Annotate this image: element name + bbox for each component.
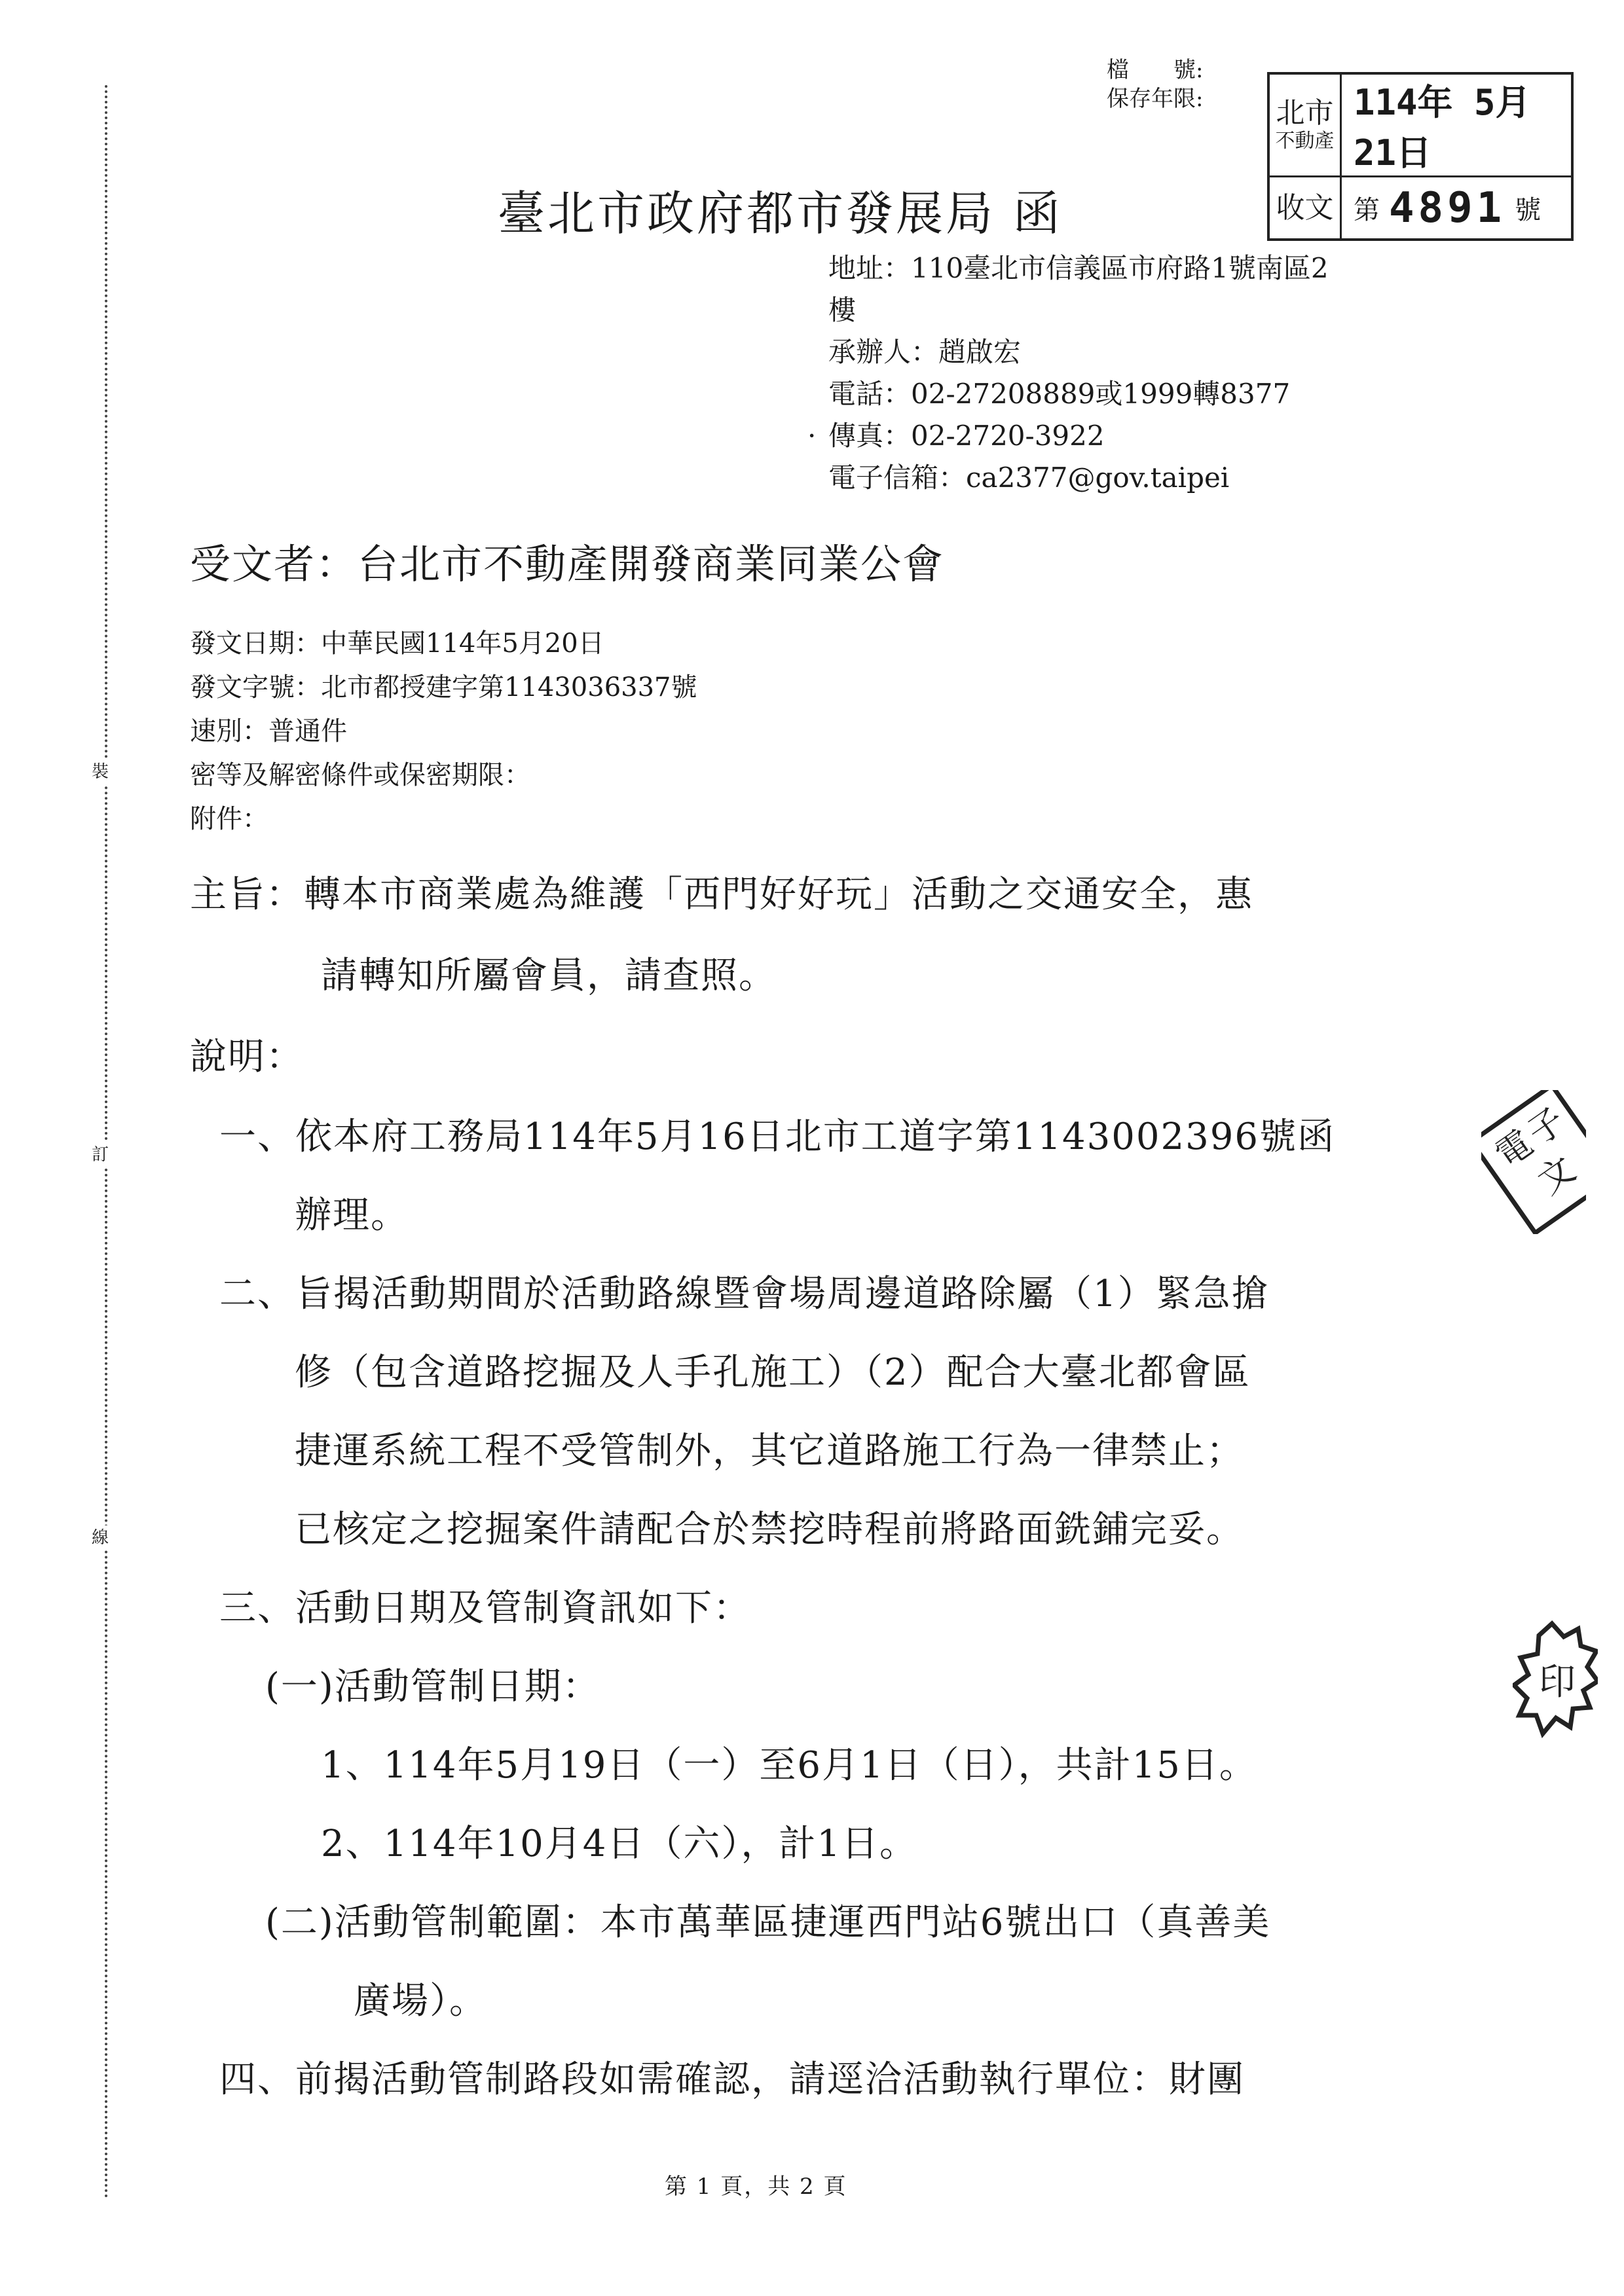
contact-info <box>807 247 1418 499</box>
receipt-seq-number: 4891 <box>1389 183 1506 232</box>
binding-char-xian: 線 <box>92 1525 109 1550</box>
page-number: 第 1 頁，共 2 頁 <box>665 2174 847 2200</box>
secrecy: 密等及解密條件或保密期限： <box>190 760 530 790</box>
receipt-date <box>1342 75 1571 177</box>
edoc-char-3: 文 <box>1530 1148 1583 1203</box>
contact-phone: 電話：02-27208889或1999轉8377 <box>828 378 1291 410</box>
receipt-org-line1: 北市 <box>1276 96 1334 130</box>
item2-line1: 二、旨揭活動期間於活動路線暨會場周邊道路除屬（1）緊急搶 <box>219 1273 1270 1315</box>
receipt-seq-suffix: 號 <box>1515 195 1541 225</box>
item2-line3: 捷運系統工程不受管制外，其它道路施工行為一律禁止； <box>295 1430 1244 1472</box>
retention-label: 保存年限: <box>1107 86 1204 112</box>
contact-fax: 傳真：02-2720-3922 <box>828 420 1105 452</box>
issue-date: 發文日期：中華民國114年5月20日 <box>190 629 604 659</box>
receipt-label: 收文 <box>1276 191 1334 225</box>
receipt-org-line2: 不動產 <box>1275 130 1335 153</box>
explanation-heading: 說明： <box>190 1036 304 1078</box>
item1-line2: 辦理。 <box>295 1194 409 1237</box>
item2-line4: 已核定之挖掘案件請配合於禁挖時程前將路面銑鋪完妥。 <box>295 1508 1244 1551</box>
contact-fax-row <box>807 415 1418 457</box>
item3-sub1-b: 2、114年10月4日（六），計1日。 <box>321 1823 918 1865</box>
binding-char-zhuang: 裝 <box>92 759 109 784</box>
item3-sub2-line1: (二)活動管制範圍：本市萬華區捷運西門站6號出口（真善美 <box>265 1901 1271 1944</box>
receipt-seq-prefix: 第 <box>1354 195 1380 225</box>
addressee: 受文者：台北市不動產開發商業同業公會 <box>190 540 945 588</box>
receipt-stamp-label-cell <box>1270 177 1342 238</box>
speed: 速別：普通件 <box>190 716 347 746</box>
binding-char-ding: 訂 <box>92 1142 109 1167</box>
item3-sub2-line2: 廣場）。 <box>354 1980 487 2022</box>
item3-line1: 三、活動日期及管制資訊如下： <box>219 1587 751 1630</box>
edoc-char-1: 電 <box>1487 1121 1541 1176</box>
doc-number: 發文字號：北市都授建字第1143036337號 <box>190 672 697 702</box>
contact-address-line1: 地址：110臺北市信義區市府路1號南區2 <box>828 252 1329 284</box>
contact-email: 電子信箱：ca2377@gov.taipei <box>828 462 1230 494</box>
receipt-sequence <box>1342 177 1571 238</box>
item2-line2: 修（包含道路挖掘及人手孔施工）（2）配合大臺北都會區 <box>295 1351 1251 1394</box>
receipt-date-text: 114年 5月21日 <box>1354 82 1531 173</box>
contact-address-line2: 樓 <box>828 294 857 326</box>
document-meta <box>190 622 697 841</box>
file-number-label: 檔 號: <box>1107 57 1204 83</box>
stray-dot: · <box>807 420 817 452</box>
file-info <box>1107 56 1203 113</box>
receipt-stamp-org <box>1270 75 1342 177</box>
subject-line2: 請轉知所屬會員，請查照。 <box>321 955 777 997</box>
contact-handler: 承辦人：趙啟宏 <box>828 336 1022 368</box>
item3-sub1-heading: (一)活動管制日期： <box>265 1666 600 1708</box>
item4-line1: 四、前揭活動管制路段如需確認，請逕洽活動執行單位：財團 <box>219 2058 1245 2101</box>
edoc-stamp-icon <box>1481 1090 1586 1234</box>
receipt-stamp <box>1267 72 1574 241</box>
seal-char: 印 <box>1539 1661 1576 1704</box>
attachment: 附件： <box>190 804 268 834</box>
edoc-char-2: 子 <box>1520 1099 1573 1154</box>
item1-line1: 一、依本府工務局114年5月16日北市工道字第1143002396號函 <box>219 1116 1336 1158</box>
subject-line1: 主旨：轉本市商業處為維護「西門好好玩」活動之交通安全，惠 <box>190 873 1253 916</box>
item3-sub1-a: 1、114年5月19日（一）至6月1日（日），共計15日。 <box>321 1744 1257 1787</box>
document-title: 臺北市政府都市發展局 函 <box>498 186 1063 241</box>
seal-stamp-icon <box>1513 1617 1598 1741</box>
